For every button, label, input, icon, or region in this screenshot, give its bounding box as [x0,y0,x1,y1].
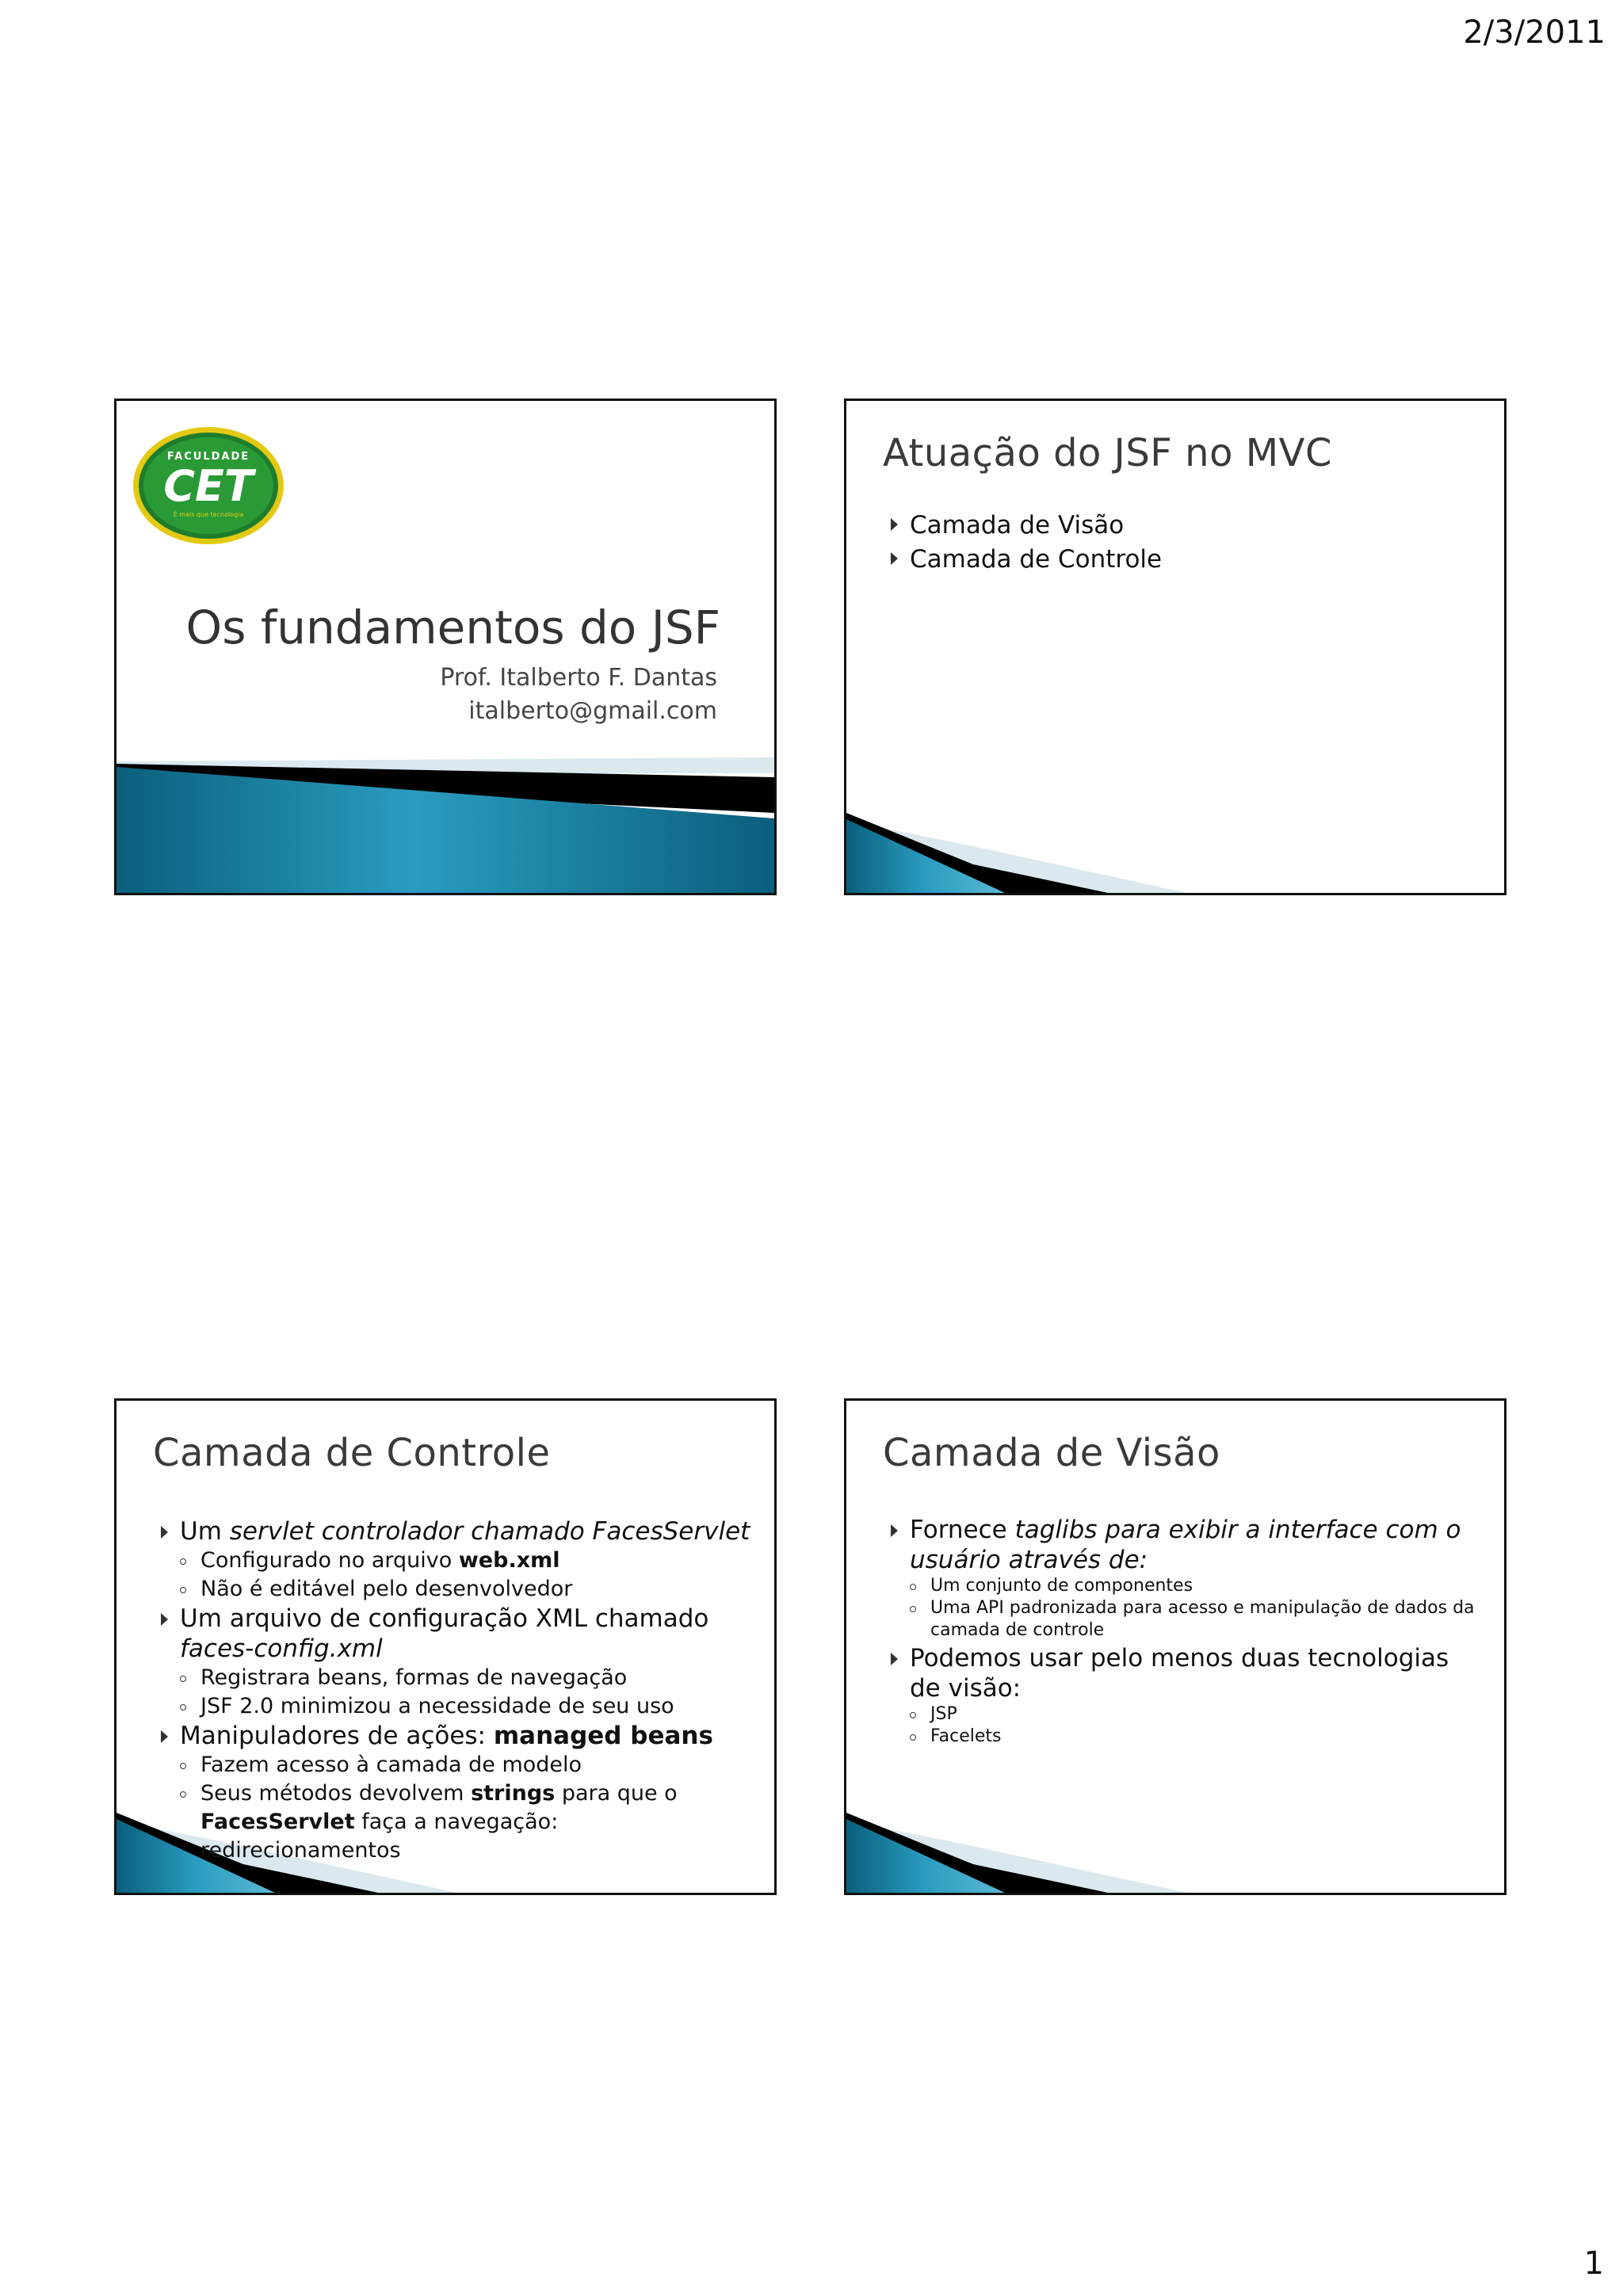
bullet-item: Um servlet controlador chamado FacesServlet [161,1516,755,1547]
svg-text:É mais que tecnologia: É mais que tecnologia [173,511,244,518]
bullet-arrow-icon [891,1524,898,1537]
sub-bullet-item: Registrara beans, formas de navegação [180,1664,755,1692]
svg-text:CET: CET [163,461,254,511]
slide-atuacao [844,399,1507,895]
sub-bullet-item: Facelets [910,1726,1485,1748]
sub-bullet-item: Um conjunto de componentes [910,1575,1485,1597]
slide1-author: Prof. Italberto F. Dantas [440,664,717,692]
slide2-title: Atuação do JSF no MVC [883,431,1332,475]
slide-camada-visao [844,1398,1507,1895]
sub-bullet-item: JSF 2.0 minimizou a necessidade de seu uso [180,1692,755,1721]
sub-bullet-item: JSP [910,1703,1485,1726]
slide1-title: Os fundamentos do JSF [185,601,720,654]
bullet-item: Camada de Controle [891,543,1485,577]
bullet-arrow-icon [891,518,898,531]
bullet-item: Podemos usar pelo menos duas tecnologias de visão: [891,1643,1485,1703]
bullet-item: Um arquivo de configuração XML chamado faces-config.xml [161,1604,755,1664]
sub-bullet-item: Não é editável pelo desenvolvedor [180,1575,755,1604]
cet-logo [131,425,286,547]
svg-text:FACULDADE: FACULDADE [166,451,250,463]
bullet-arrow-icon [891,1653,898,1665]
page-number: 1 [1583,2245,1604,2282]
slide3-bullets [161,1516,755,1865]
slide2-bullets [891,509,1485,577]
slide1-email: italberto@gmail.com [468,697,717,725]
sub-bullet-ring-icon [910,1584,916,1590]
bullet-item: Fornece taglibs para exibir a interface com o usuário através de: [891,1515,1485,1575]
bullet-arrow-icon [891,552,898,565]
sub-bullet-ring-icon [180,1676,186,1682]
slide-title [114,399,777,895]
sub-bullet-item: Fazem acesso à camada de modelo [180,1751,755,1779]
page-date: 2/3/2011 [1463,14,1606,51]
sub-bullet-ring-icon [180,1704,186,1711]
sub-bullet-ring-icon [910,1712,916,1718]
sub-bullet-item: Uma API padronizada para acesso e manipulação de dados da camada de controle [910,1597,1485,1642]
bullet-arrow-icon [161,1613,168,1626]
bullet-arrow-icon [161,1526,168,1539]
slide3-title: Camada de Controle [153,1431,551,1475]
slide-camada-controle [114,1398,777,1895]
sub-bullet-ring-icon [180,1791,186,1798]
bullet-item: Manipuladores de ações: managed beans [161,1721,755,1751]
sub-bullet-ring-icon [180,1763,186,1769]
bullet-arrow-icon [161,1730,168,1743]
slide4-title: Camada de Visão [883,1431,1220,1475]
sub-bullet-ring-icon [180,1558,186,1565]
slide4-bullets [891,1513,1485,1748]
sub-bullet-ring-icon [180,1587,186,1593]
sub-bullet-ring-icon [910,1606,916,1612]
sub-bullet-item: Configurado no arquivo web.xml [180,1547,755,1575]
sub-bullet-ring-icon [910,1734,916,1741]
sub-bullet-item: Seus métodos devolvem strings para que o FacesServlet faça a navegação: redirecionamentos [180,1779,755,1865]
bullet-item: Camada de Visão [891,509,1485,543]
